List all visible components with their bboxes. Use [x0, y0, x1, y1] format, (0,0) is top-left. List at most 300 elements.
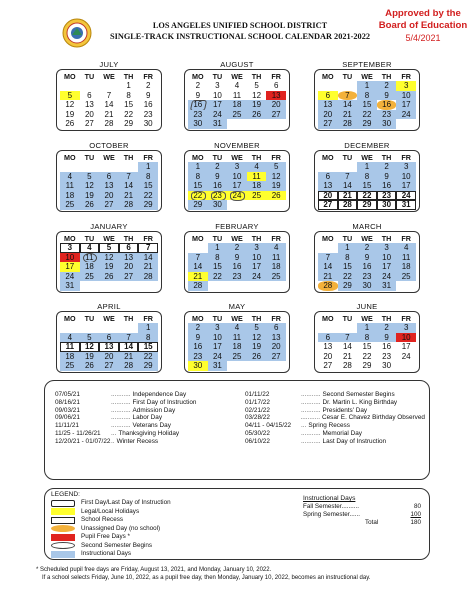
weekday-label: TU: [342, 314, 353, 323]
day-cell: 4: [266, 243, 286, 253]
legend-label: First Day/Last Day of Instruction: [81, 499, 171, 506]
day-cell: 5: [60, 91, 80, 101]
legend-item: [51, 533, 231, 541]
day-cell: 26: [99, 272, 119, 282]
day-cell: 15: [357, 100, 377, 110]
day-cell: [227, 119, 247, 129]
week-row: [188, 253, 286, 263]
month-box: [184, 311, 290, 373]
district-seal-icon: [62, 18, 92, 48]
weekday-label: FR: [401, 153, 411, 162]
day-cell: 5: [247, 323, 267, 333]
day-cell: 18: [266, 262, 286, 272]
day-cell: 8: [188, 172, 208, 182]
month-name: NOVEMBER: [214, 141, 260, 150]
event-date: 04/11 - 04/15/22: [245, 422, 292, 430]
week-row: [188, 119, 286, 129]
day-cell: 16: [208, 181, 228, 191]
event-date: 02/21/22: [245, 406, 270, 414]
week-row: [188, 81, 286, 91]
day-cell: 28: [318, 281, 338, 291]
day-cell: 29: [357, 200, 377, 210]
day-cell: 18: [227, 100, 247, 110]
day-cell: 30: [188, 361, 208, 371]
day-cell: 20: [99, 352, 119, 362]
day-cell: 13: [318, 181, 338, 191]
weekday-label: WE: [103, 314, 115, 323]
day-cell: 14: [119, 181, 139, 191]
weekday-label: MO: [64, 314, 76, 323]
day-cell: 15: [338, 262, 358, 272]
day-cell: 30: [208, 200, 228, 210]
week-row: [188, 191, 286, 201]
legend-swatch-icon: [51, 500, 75, 507]
district-name: LOS ANGELES UNIFIED SCHOOL DISTRICT: [152, 21, 328, 30]
weekday-header: [318, 72, 416, 81]
day-cell: 2: [357, 243, 377, 253]
week-row: [318, 119, 416, 129]
day-cell: 12: [266, 172, 286, 182]
week-row: [60, 342, 158, 352]
day-cell: 6: [99, 333, 119, 343]
weekday-header: [60, 314, 158, 323]
day-cell: [119, 323, 139, 333]
day-cell: 10: [227, 172, 247, 182]
day-cell: [318, 162, 338, 172]
week-row: [60, 191, 158, 201]
day-cell: 15: [138, 342, 158, 352]
day-cell: 16: [377, 100, 397, 110]
week-row: [318, 162, 416, 172]
week-row: [188, 91, 286, 101]
instructional-row-label: [303, 503, 359, 511]
month-name: APRIL: [97, 302, 121, 311]
day-cell: 14: [318, 262, 338, 272]
event-name: Presidents' Day: [322, 406, 368, 414]
day-cell: 26: [65, 119, 75, 128]
events-list: [44, 380, 430, 480]
event-leader-dots: ...........: [111, 414, 131, 422]
day-cell: 30: [143, 119, 153, 128]
day-cell: 20: [318, 110, 338, 120]
weekday-header: [318, 314, 416, 323]
day-cell: 6: [266, 323, 286, 333]
month-box: [56, 311, 162, 373]
weekday-label: FR: [271, 153, 281, 162]
day-cell: 1: [138, 162, 158, 172]
instructional-row-label: [303, 519, 378, 527]
day-cell: 5: [80, 172, 100, 182]
week-row: [60, 91, 158, 101]
event-leader-dots: ...........: [111, 391, 131, 398]
day-cell: 29: [362, 361, 372, 370]
month-name: JULY: [99, 60, 119, 69]
weekday-label: TH: [381, 314, 392, 323]
day-cell: [119, 281, 139, 291]
day-cell: 30: [382, 361, 392, 370]
day-cell: 28: [188, 281, 208, 291]
day-cell: 2: [145, 81, 151, 90]
month-box: [314, 69, 420, 131]
day-cell: [80, 162, 100, 172]
instructional-leader: ......: [349, 511, 361, 518]
day-cell: 3: [377, 243, 397, 253]
week-row: [188, 333, 286, 343]
day-cell: 16: [377, 181, 397, 191]
weekday-label: FR: [271, 314, 281, 323]
day-cell: 28: [342, 361, 352, 370]
day-cell: 22: [188, 191, 208, 201]
month-name: AUGUST: [220, 60, 254, 69]
day-cell: 27: [99, 200, 119, 210]
day-cell: 3: [396, 162, 416, 172]
day-cell: 22: [138, 191, 158, 201]
day-cell: 27: [318, 119, 338, 129]
event-date: 09/06/21: [55, 414, 80, 422]
week-row: [60, 181, 158, 191]
day-cell: 9: [188, 333, 208, 343]
day-cell: 24: [208, 110, 228, 120]
day-cell: 10: [377, 253, 397, 263]
month-box: [314, 150, 420, 212]
event-name: First Day of Instruction: [132, 398, 197, 406]
month-name: DECEMBER: [344, 141, 390, 150]
week-row: [318, 91, 416, 101]
day-cell: 9: [227, 253, 247, 263]
day-cell: 17: [227, 181, 247, 191]
day-cell: 23: [188, 352, 208, 362]
day-cell: 13: [99, 181, 119, 191]
weekday-header: [60, 234, 158, 243]
day-cell: 8: [138, 172, 158, 182]
day-cell: 11: [227, 333, 247, 343]
day-cell: 11: [396, 253, 416, 263]
instructional-label: Spring Semester: [303, 511, 350, 518]
month-name: SEPTEMBER: [342, 60, 392, 69]
day-cell: 13: [84, 100, 94, 109]
day-cell: 7: [138, 243, 158, 253]
day-cell: 11: [232, 90, 242, 100]
day-cell: 31: [208, 119, 228, 129]
day-cell: 8: [208, 253, 228, 263]
month-december: [314, 141, 420, 212]
day-cell: 22: [208, 272, 228, 282]
month-march: [314, 222, 420, 293]
day-cell: 12: [247, 333, 267, 343]
day-cell: 21: [188, 272, 208, 282]
day-cell: 17: [208, 342, 228, 352]
event-leader-dots: ...........: [301, 398, 321, 406]
month-name: JANUARY: [90, 222, 128, 231]
day-cell: 9: [377, 91, 397, 101]
day-cell: 15: [124, 100, 134, 109]
weekday-label: TH: [251, 153, 262, 162]
day-cell: 7: [338, 91, 358, 101]
month-box: [314, 311, 420, 373]
legend-swatch-icon: [51, 542, 75, 549]
instructional-row: [303, 511, 421, 519]
weekday-label: MO: [322, 153, 334, 162]
instructional-value: 180: [410, 519, 421, 526]
day-cell: 6: [273, 81, 279, 90]
day-cell: 30: [188, 119, 208, 129]
day-cell: 31: [208, 361, 228, 371]
day-cell: [396, 119, 416, 129]
day-cell: 27: [323, 361, 333, 370]
event-date: 01/11/22: [245, 391, 270, 398]
day-cell: 24: [60, 272, 80, 282]
weekday-label: TH: [251, 314, 262, 323]
event-row: [55, 430, 235, 438]
week-row: [318, 100, 416, 110]
approved-date: 5/4/2021: [405, 33, 441, 43]
day-cell: 12: [252, 90, 262, 100]
day-cell: 3: [227, 162, 247, 172]
weekday-label: MO: [322, 72, 334, 81]
week-row: [188, 162, 286, 172]
day-cell: 29: [138, 200, 158, 210]
day-cell: 22: [357, 191, 377, 201]
week-row: [318, 262, 416, 272]
day-cell: 28: [138, 272, 158, 282]
day-cell: 22: [338, 272, 358, 282]
event-leader-dots: ...: [111, 429, 117, 437]
day-cell: 1: [208, 243, 228, 253]
weekday-header: [188, 153, 286, 162]
day-cell: 20: [119, 262, 139, 272]
legend-label: Instructional Days: [81, 550, 132, 557]
event-row: [245, 422, 425, 430]
day-cell: 3: [247, 243, 267, 253]
day-cell: [338, 162, 358, 172]
day-cell: 21: [104, 109, 114, 119]
day-cell: 9: [145, 90, 151, 100]
week-row: [60, 262, 158, 272]
day-cell: 15: [362, 342, 372, 351]
weekday-label: TU: [342, 153, 353, 162]
event-date: 03/28/22: [245, 414, 270, 422]
week-row: [188, 352, 286, 362]
day-cell: 20: [323, 351, 333, 361]
day-cell: 19: [65, 109, 75, 119]
day-cell: 6: [318, 91, 338, 101]
day-cell: [338, 323, 358, 333]
weekday-label: MO: [322, 314, 334, 323]
day-cell: 7: [338, 333, 358, 343]
day-cell: [119, 162, 139, 172]
legend-swatch-icon: [51, 551, 75, 558]
day-cell: 25: [227, 352, 247, 362]
day-cell: 25: [80, 272, 100, 282]
event-name: Veterans Day: [132, 422, 171, 430]
day-cell: 28: [104, 119, 114, 128]
day-cell: 11: [60, 181, 80, 191]
day-cell: 22: [362, 351, 372, 361]
day-cell: [60, 81, 80, 91]
day-cell: 7: [106, 90, 112, 100]
weekday-label: MO: [322, 234, 334, 243]
weekday-label: FR: [271, 72, 281, 81]
approval-note: [378, 8, 468, 44]
day-cell: 24: [227, 191, 247, 201]
week-row: [60, 253, 158, 263]
instructional-days-summary: [303, 495, 421, 527]
day-cell: [80, 323, 100, 333]
day-cell: 17: [208, 100, 228, 110]
weekday-label: MO: [64, 153, 76, 162]
calendar-subtitle: SINGLE-TRACK INSTRUCTIONAL SCHOOL CALENDAR 2021-2022: [109, 32, 370, 41]
day-cell: 21: [338, 110, 358, 120]
day-cell: 26: [80, 200, 100, 210]
legend-swatch-icon: [51, 517, 75, 524]
day-cell: 24: [401, 351, 411, 361]
week-row: [188, 172, 286, 182]
weekday-label: FR: [401, 72, 411, 81]
month-name: FEBRUARY: [215, 222, 259, 231]
event-date: 11/25 - 11/26/21: [55, 429, 101, 437]
week-row: [60, 272, 158, 282]
day-cell: 20: [266, 100, 286, 110]
day-cell: 28: [338, 200, 358, 210]
day-cell: 4: [234, 81, 240, 90]
week-row: [318, 191, 416, 201]
day-cell: [60, 323, 80, 333]
day-cell: 29: [188, 200, 208, 210]
weekday-header: [318, 234, 416, 243]
week-row: [188, 281, 286, 291]
day-cell: [247, 119, 267, 129]
day-cell: [247, 281, 267, 291]
day-cell: [266, 119, 286, 129]
legend-item: [51, 508, 231, 516]
event-leader-dots: ...........: [111, 398, 131, 406]
day-cell: [80, 281, 100, 291]
weekday-header: [318, 153, 416, 162]
week-row: [188, 342, 286, 352]
weekday-label: FR: [271, 234, 281, 243]
event-row: [55, 407, 235, 415]
event-row: [55, 422, 235, 430]
legend-label: Unassigned Day (no school): [81, 524, 161, 532]
weekday-label: FR: [143, 72, 153, 81]
day-cell: 13: [323, 342, 333, 351]
day-cell: 27: [266, 110, 286, 120]
week-row: [188, 272, 286, 282]
week-row: [60, 119, 158, 129]
day-cell: 25: [227, 110, 247, 120]
day-cell: 10: [247, 253, 267, 263]
day-cell: 23: [188, 110, 208, 120]
week-row: [60, 100, 158, 110]
legend-label: Legal/Local Holidays: [81, 507, 140, 515]
event-leader-dots: ...........: [111, 406, 131, 414]
day-cell: 12: [80, 342, 100, 352]
month-name: MARCH: [352, 222, 382, 231]
day-cell: 21: [119, 352, 139, 362]
weekday-header: [188, 234, 286, 243]
weekday-label: FR: [143, 234, 153, 243]
day-cell: 17: [396, 100, 416, 110]
day-cell: 21: [138, 262, 158, 272]
day-cell: 23: [227, 272, 247, 282]
day-cell: 11: [266, 253, 286, 263]
week-row: [188, 243, 286, 253]
event-leader-dots: ...........: [301, 391, 321, 398]
weekday-label: WE: [231, 314, 243, 323]
day-cell: [396, 281, 416, 291]
day-cell: 28: [119, 361, 139, 371]
week-row: [318, 281, 416, 291]
day-cell: 21: [342, 351, 352, 361]
day-cell: 7: [318, 253, 338, 263]
day-cell: [99, 162, 119, 172]
legend-label: Second Semester Begins: [81, 541, 153, 549]
day-cell: 20: [266, 342, 286, 352]
day-cell: 3: [215, 81, 220, 90]
day-cell: 10: [60, 253, 80, 263]
day-cell: 10: [208, 333, 228, 343]
weekday-label: WE: [231, 153, 243, 162]
legend-swatch-icon: [51, 508, 75, 515]
day-cell: 16: [188, 100, 208, 110]
day-cell: 7: [119, 333, 139, 343]
day-cell: 18: [247, 181, 267, 191]
day-cell: 14: [338, 100, 358, 110]
week-row: [60, 281, 158, 291]
weekday-label: TU: [342, 234, 353, 243]
day-cell: 16: [382, 342, 392, 351]
week-row: [318, 200, 416, 210]
events-right-column: [245, 391, 425, 446]
week-row: [318, 110, 416, 120]
day-cell: 8: [357, 91, 377, 101]
day-cell: 18: [80, 262, 100, 272]
day-cell: 5: [99, 243, 119, 253]
approved-line-2: Board of Education: [378, 20, 468, 31]
legend-box: [44, 488, 430, 560]
day-cell: 2: [188, 323, 208, 333]
day-cell: [80, 81, 100, 91]
day-cell: [99, 323, 119, 333]
day-cell: 21: [318, 272, 338, 282]
instructional-leader: Total: [365, 519, 379, 526]
week-row: [60, 81, 158, 91]
event-row: [245, 430, 425, 438]
day-cell: 2: [227, 243, 247, 253]
day-cell: [227, 200, 247, 210]
week-row: [318, 81, 416, 91]
day-cell: 22: [124, 109, 134, 119]
day-cell: 6: [318, 172, 338, 182]
month-box: [56, 150, 162, 212]
day-cell: 9: [377, 172, 397, 182]
month-box: [184, 231, 290, 293]
day-cell: 29: [357, 119, 377, 129]
day-cell: 17: [247, 262, 267, 272]
weekday-label: FR: [143, 314, 153, 323]
day-cell: [208, 281, 228, 291]
day-cell: 14: [104, 100, 114, 109]
day-cell: 8: [357, 172, 377, 182]
day-cell: 18: [60, 352, 80, 362]
day-cell: 4: [396, 243, 416, 253]
day-cell: 9: [195, 90, 201, 100]
week-row: [318, 333, 416, 343]
day-cell: 14: [342, 342, 352, 351]
event-date: 09/03/21: [55, 406, 80, 414]
day-cell: 25: [60, 361, 80, 371]
day-cell: 25: [266, 272, 286, 282]
